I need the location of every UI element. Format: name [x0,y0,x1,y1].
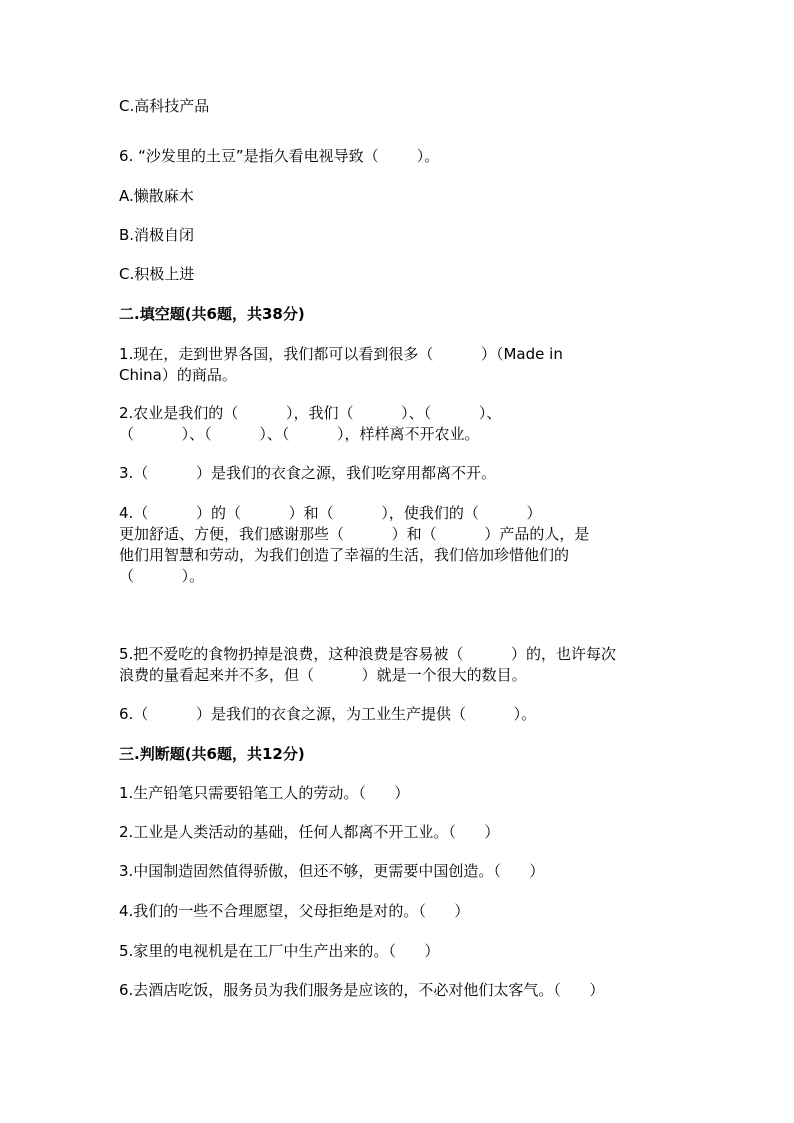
tf-q3: 3.中国制造固然值得骄傲，但还不够，更需要中国创造。（ ） [119,862,545,880]
fill-q6: 6.（ ）是我们的衣食之源，为工业生产提供（ ）。 [119,705,537,723]
fill-q2-line1: 2.农业是我们的（ ），我们（ ）、（ ）、 [119,404,502,422]
tf-q5: 5.家里的电视机是在工厂中生产出来的。（ ） [119,942,440,960]
q6-option-c: C.积极上进 [119,265,195,283]
q6-option-b: B.消极自闭 [119,226,195,244]
fill-q4-line2: 更加舒适、方便，我们感谢那些（ ）和（ ）产品的人，是 [119,525,590,543]
q5-option-c: C.高科技产品 [119,97,210,115]
q6-question: 6. “沙发里的土豆”是指久看电视导致（ ）。 [119,147,440,165]
tf-q2: 2.工业是人类活动的基础，任何人都离不开工业。（ ） [119,823,500,841]
fill-q1-line1: 1.现在，走到世界各国，我们都可以看到很多（ ）（Made in [119,345,563,363]
fill-q5-line2: 浪费的量看起来并不多，但（ ）就是一个很大的数目。 [119,666,527,684]
fill-q4-line4: （ ）。 [119,567,205,585]
fill-q5-line1: 5.把不爱吃的食物扔掉是浪费，这种浪费是容易被（ ）的，也许每次 [119,645,616,663]
fill-q3: 3.（ ）是我们的衣食之源，我们吃穿用都离不开。 [119,464,496,482]
q6-option-a: A.懒散麻木 [119,187,194,205]
section-fill-blank-heading: 二.填空题(共6题，共38分) [119,305,305,323]
tf-q1: 1.生产铅笔只需要铅笔工人的劳动。（ ） [119,784,410,802]
section-true-false-heading: 三.判断题(共6题，共12分) [119,745,305,763]
tf-q4: 4.我们的一些不合理愿望，父母拒绝是对的。（ ） [119,902,470,920]
tf-q6: 6.去酒店吃饭，服务员为我们服务是应该的，不必对他们太客气。（ ） [119,981,605,999]
fill-q4-line1: 4.（ ）的（ ）和（ ），使我们的（ ） [119,504,542,522]
fill-q4-line3: 他们用智慧和劳动，为我们创造了幸福的生活，我们倍加珍惜他们的 [119,546,570,564]
fill-q2-line2: （ ）、（ ）、（ ），样样离不开农业。 [119,425,480,443]
fill-q1-line2: China）的商品。 [119,366,237,384]
